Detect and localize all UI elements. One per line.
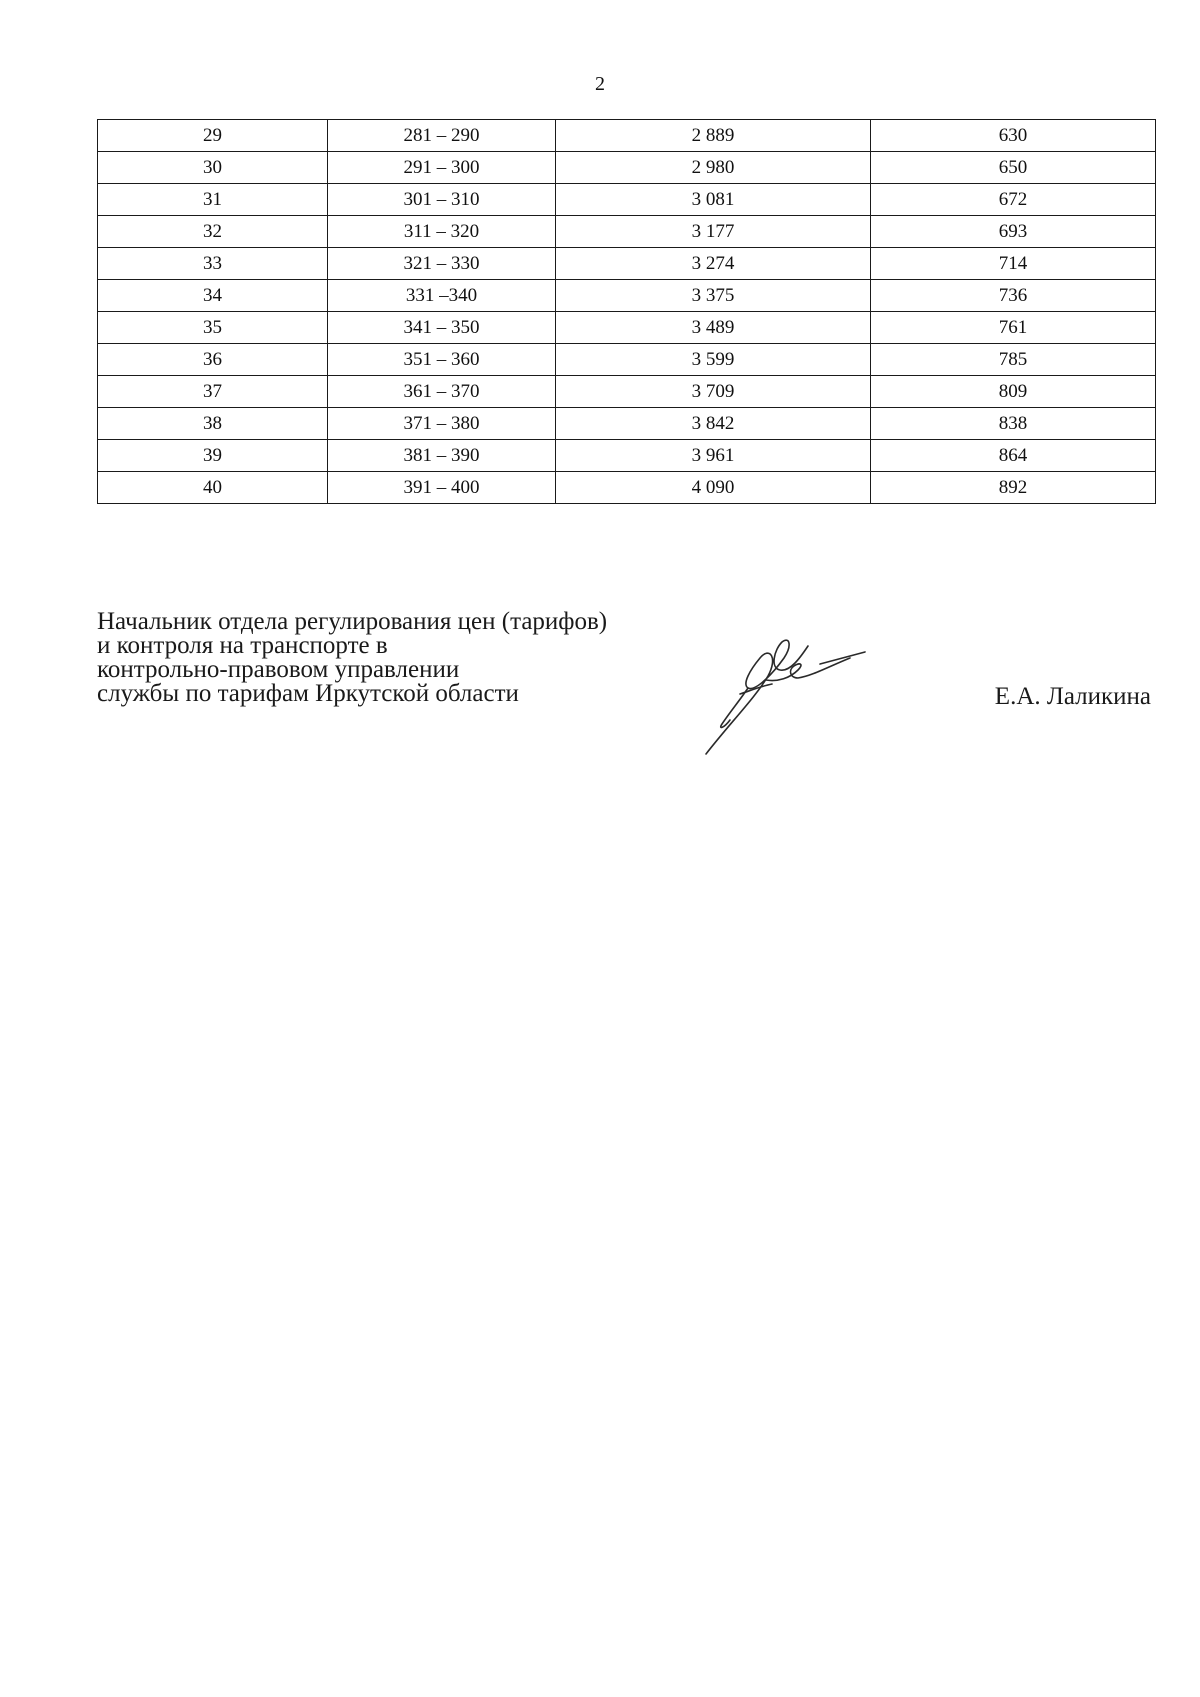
- table-row: [98, 472, 1156, 504]
- value-cell: 3 274: [556, 248, 871, 280]
- value-cell: 3 177: [556, 216, 871, 248]
- signer-position-line: Начальник отдела регулирования цен (тарифов): [97, 608, 608, 635]
- value-cell: 693: [871, 216, 1156, 248]
- range-cell: 381 – 390: [328, 440, 556, 472]
- table-row: [98, 120, 1156, 152]
- range-cell: 281 – 290: [328, 120, 556, 152]
- value-cell: 736: [871, 280, 1156, 312]
- value-cell: 650: [871, 152, 1156, 184]
- table-row: [98, 184, 1156, 216]
- value-cell: 3 489: [556, 312, 871, 344]
- row-number-cell: 36: [98, 344, 328, 376]
- row-number-cell: 33: [98, 248, 328, 280]
- value-cell: 714: [871, 248, 1156, 280]
- value-cell: 4 090: [556, 472, 871, 504]
- row-number-cell: 29: [98, 120, 328, 152]
- range-cell: 391 – 400: [328, 472, 556, 504]
- table-row: [98, 152, 1156, 184]
- value-cell: 785: [871, 344, 1156, 376]
- value-cell: 892: [871, 472, 1156, 504]
- signer-position-line: контрольно-правовом управлении: [97, 656, 460, 683]
- signer-name: Е.А. Лаликина: [994, 683, 1151, 710]
- table-row: [98, 344, 1156, 376]
- row-number-cell: 37: [98, 376, 328, 408]
- signer-position-line: и контроля на транспорте в: [97, 632, 388, 659]
- row-number-cell: 34: [98, 280, 328, 312]
- range-cell: 311 – 320: [328, 216, 556, 248]
- table-row: [98, 216, 1156, 248]
- range-cell: 351 – 360: [328, 344, 556, 376]
- row-number-cell: 40: [98, 472, 328, 504]
- range-cell: 331 –340: [328, 280, 556, 312]
- range-cell: 291 – 300: [328, 152, 556, 184]
- value-cell: 3 842: [556, 408, 871, 440]
- row-number-cell: 30: [98, 152, 328, 184]
- table-row: [98, 312, 1156, 344]
- range-cell: 361 – 370: [328, 376, 556, 408]
- page-number: 2: [595, 73, 605, 95]
- range-cell: 341 – 350: [328, 312, 556, 344]
- value-cell: 3 961: [556, 440, 871, 472]
- table-row: [98, 376, 1156, 408]
- range-cell: 371 – 380: [328, 408, 556, 440]
- value-cell: 3 081: [556, 184, 871, 216]
- tariff-table: [97, 119, 1156, 504]
- value-cell: 809: [871, 376, 1156, 408]
- value-cell: 3 709: [556, 376, 871, 408]
- table-row: [98, 440, 1156, 472]
- row-number-cell: 38: [98, 408, 328, 440]
- range-cell: 321 – 330: [328, 248, 556, 280]
- table-row: [98, 280, 1156, 312]
- value-cell: 864: [871, 440, 1156, 472]
- signer-position: [97, 610, 607, 706]
- table-row: [98, 408, 1156, 440]
- row-number-cell: 35: [98, 312, 328, 344]
- value-cell: 2 980: [556, 152, 871, 184]
- range-cell: 301 – 310: [328, 184, 556, 216]
- value-cell: 3 599: [556, 344, 871, 376]
- value-cell: 630: [871, 120, 1156, 152]
- row-number-cell: 32: [98, 216, 328, 248]
- table-row: [98, 248, 1156, 280]
- value-cell: 3 375: [556, 280, 871, 312]
- value-cell: 2 889: [556, 120, 871, 152]
- value-cell: 672: [871, 184, 1156, 216]
- value-cell: 838: [871, 408, 1156, 440]
- row-number-cell: 39: [98, 440, 328, 472]
- signer-position-line: службы по тарифам Иркутской области: [97, 680, 519, 707]
- handwritten-signature: [700, 628, 870, 758]
- row-number-cell: 31: [98, 184, 328, 216]
- value-cell: 761: [871, 312, 1156, 344]
